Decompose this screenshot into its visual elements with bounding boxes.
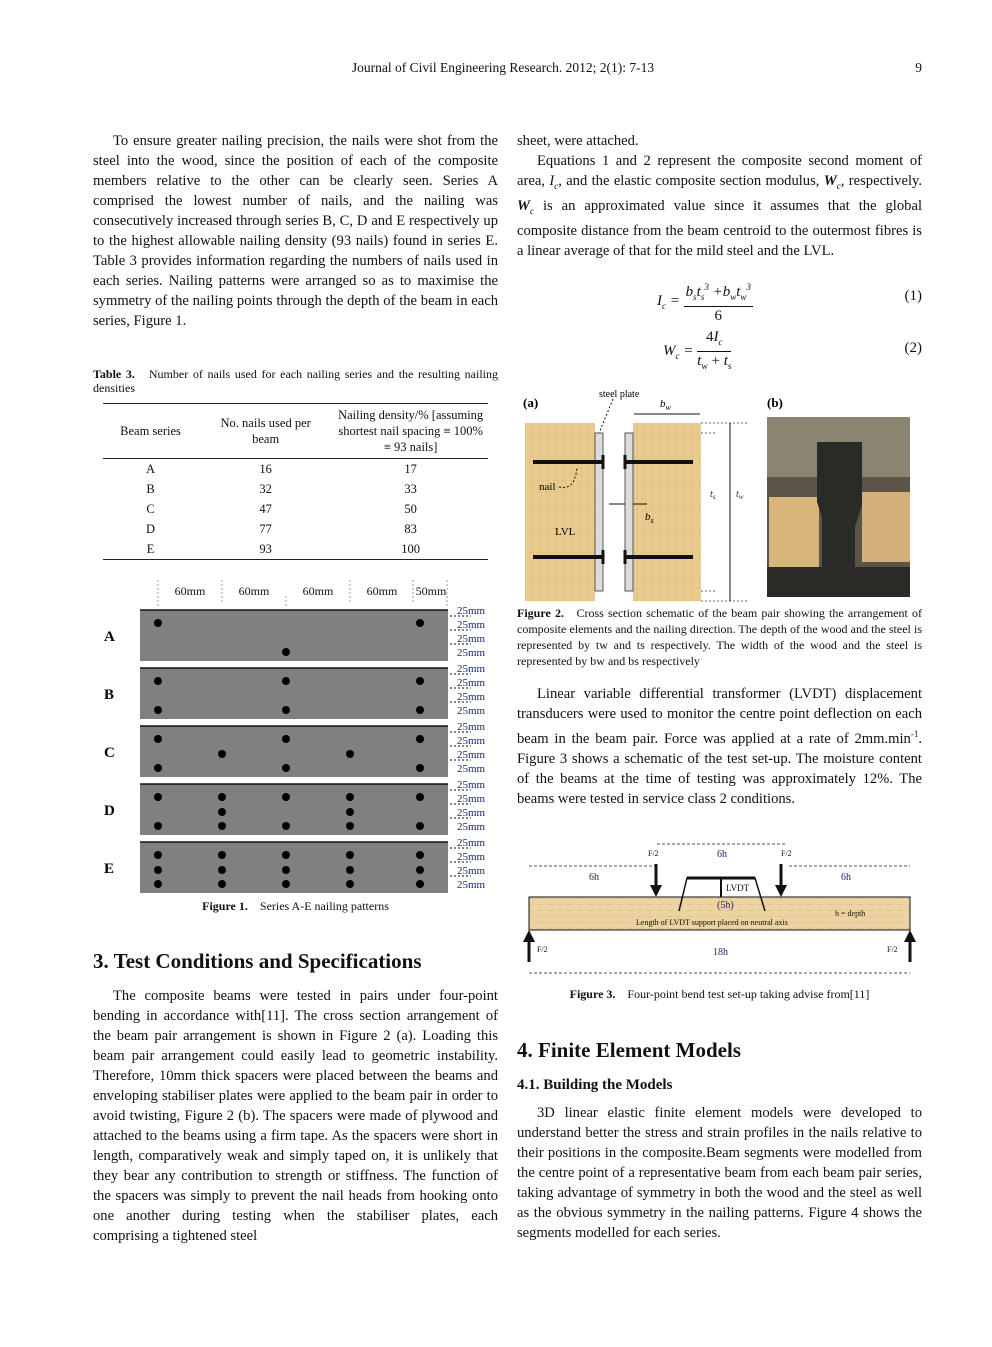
lvl-label: LVL (555, 526, 576, 538)
four-point-bend-diagram (517, 842, 922, 982)
beam-series-e (104, 837, 486, 893)
figure2-caption-text: Cross section schematic of the beam pair showing the arrangement of composite elements and the nailing direction. The depth of the wood and the steel is represented by tw and ts respectively. The width of the wood and the steel is represented by bw and bs respectively (517, 606, 923, 668)
col-header-nails: No. nails used per beam (220, 416, 311, 446)
depth-label: 25mm (457, 677, 486, 689)
table3-caption-label: Table 3. (93, 367, 135, 381)
nail-dot (346, 750, 354, 758)
nail-dot (282, 677, 290, 685)
section3-heading: 3. Test Conditions and Specifications (93, 949, 422, 973)
nail-dot (154, 880, 162, 888)
cell: D (146, 522, 156, 536)
lvdt-support-label: Length of LVDT support placed on neutral axis (636, 918, 788, 927)
nail-dot (154, 677, 162, 685)
nail-dot (416, 793, 424, 801)
panel-a-label: (a) (523, 395, 539, 410)
series-label: E (104, 861, 115, 877)
symbol: I (549, 173, 555, 189)
nail-dot (282, 866, 290, 874)
cell: C (146, 502, 155, 516)
right-span-label: 6h (841, 872, 851, 883)
series-label: C (104, 745, 115, 761)
nail-dot (154, 735, 162, 743)
nail-dot (218, 866, 226, 874)
beam-series-b (104, 663, 486, 719)
total-span-label: 18h (713, 947, 728, 958)
cell: 47 (259, 502, 272, 516)
table-row (103, 459, 488, 480)
nail-dot (416, 735, 424, 743)
depth-label: 25mm (457, 749, 486, 761)
left-column (93, 131, 498, 331)
nail-dot (218, 808, 226, 816)
cell: 77 (259, 522, 272, 536)
text: . Figure 3 shows a schematic of the test set-up. The moisture content of the beams at the time of testing was approximately 12%. The beams were tested in service class 2 conditions. (517, 730, 922, 807)
text: , respectively. (840, 173, 922, 189)
nail-dot (218, 822, 226, 830)
ts-label: $t_s$ (710, 489, 716, 501)
continuation-text: sheet, were attached. (517, 133, 639, 149)
table3-block (93, 367, 498, 560)
nail-dot (416, 880, 424, 888)
figure1-caption-label: Figure 1. (202, 899, 248, 913)
section4-heading: 4. Finite Element Models (517, 1038, 741, 1062)
nail-dot (282, 735, 290, 743)
depth-label: 25mm (457, 879, 486, 891)
nail-dot (154, 822, 162, 830)
nail-dot (218, 750, 226, 758)
nail-dot (282, 793, 290, 801)
reaction-left-label: F/2 (537, 945, 548, 954)
subscript: c (529, 205, 534, 216)
spacing-label: 60mm (366, 584, 398, 598)
nail-dot (282, 880, 290, 888)
lvl-block-right (633, 423, 701, 601)
cell: 100 (401, 542, 420, 556)
bs-label: $b_s$ (645, 511, 654, 525)
nail-dot (154, 793, 162, 801)
depth-label: 25mm (457, 821, 486, 833)
figure3-caption (517, 986, 922, 1002)
panel-b-label: (b) (767, 395, 783, 410)
depth-label: 25mm (457, 851, 486, 863)
table-header-row (103, 404, 488, 459)
nail-dot (346, 866, 354, 874)
series-label: A (104, 629, 115, 645)
nail-dot (416, 764, 424, 772)
cell: A (146, 462, 156, 476)
superscript: -1 (910, 729, 919, 739)
text: , and the elastic composite section modulus, (558, 173, 824, 189)
table3-caption (93, 367, 498, 395)
figure2-caption (517, 605, 922, 669)
col-header-density: Nailing density/% [assuming shortest nail spacing ≡ 100% ≡ 93 nails] (338, 408, 484, 454)
equation-2: $W_c$ = $\frac{4I_c}{t_w + t_s}$ (2) (517, 328, 922, 368)
figure2-caption-label: Figure 2. (517, 606, 564, 620)
table3 (103, 403, 488, 560)
cell: 16 (259, 462, 272, 476)
eq1-lhs: I (657, 292, 662, 309)
nail-dot (154, 619, 162, 627)
section3-paragraph: The composite beams were tested in pairs under four-point bending in accordance with[11]. The cross section arrangement of the beam pair arrangement is shown in Figure 2 (a). Loading this beam pair arrangement could easily lead to geometric instability. Therefore, 10mm thick spacers were placed between the beams and enveloping stabiliser plates were applied to the beam pair in order to avoid twisting, Figure 2 (b). The spacers were made of plywood and attached to the beams using a firm tape. As the spacers were short in length, comparatively weak and simply taped on, it is unlikely that they bear any contribution to strength or stiffness. The function of the spacers was simply to prevent the nail heads from hooking onto one another during testing when the stabiliser plates, each comprising a tightened steel (93, 988, 498, 1244)
text: Equations 1 and 2 represent the composite second moment of area, (517, 153, 922, 189)
figure1-caption (93, 898, 498, 914)
nail-dot (346, 880, 354, 888)
nail-dot (416, 706, 424, 714)
nail-dot (218, 880, 226, 888)
tw-label: $t_w$ (736, 489, 744, 501)
cell: B (146, 482, 155, 496)
cell: 83 (404, 522, 417, 536)
right-column-top (517, 131, 922, 261)
spacing-label: 60mm (238, 584, 270, 598)
nail-dot (346, 851, 354, 859)
nail-dot (346, 822, 354, 830)
eq1-denominator: 6 (714, 308, 723, 324)
page-number: 9 (915, 60, 922, 75)
nailing-patterns-diagram (93, 578, 498, 898)
beam-series-c (104, 721, 486, 777)
depth-label: 25mm (457, 605, 486, 617)
subscript: c (554, 180, 559, 191)
nail-label: nail (539, 481, 556, 493)
depth-label: 25mm (457, 647, 486, 659)
text: Linear variable differential transformer (LVDT) displacement transducers were used to monitor the centre point deflection on each beam in the beam pair. Force was applied at a rate of 2mm.min (517, 686, 922, 747)
nail-dot (282, 822, 290, 830)
section4-1-heading: 4.1. Building the Models (517, 1077, 673, 1093)
depth-label: 25mm (457, 779, 486, 791)
depth-label: 25mm (457, 619, 486, 631)
depth-note-label: h = depth (835, 909, 866, 918)
beam-series-a (104, 605, 486, 661)
top-span-label: 6h (717, 849, 727, 860)
equation-1: $I_c$ = $\frac{b_st_s^3 +b_wt_w^3}{6}$ (1) (517, 276, 922, 316)
lvl-block-left (525, 423, 595, 601)
left-span-label: 6h (589, 872, 599, 883)
cell: 17 (404, 462, 417, 476)
text: is an approximated value since it assumes that the global composite distance from the beam centroid to the outermost fibres is a linear average of that for the mild steel and the LVL. (517, 197, 922, 259)
nail-dot (282, 764, 290, 772)
reaction-right-label: F/2 (887, 945, 898, 954)
cell: E (146, 542, 155, 556)
eq2-lhs-sub: c (675, 350, 680, 361)
col-header-series: Beam series (120, 424, 181, 438)
nail-dot (218, 793, 226, 801)
table-row (103, 539, 488, 560)
symbol: W (517, 197, 530, 214)
figure2 (517, 387, 922, 677)
nail-dot (154, 764, 162, 772)
figure1-caption-text: Series A-E nailing patterns (259, 899, 389, 913)
series-label: D (104, 803, 115, 819)
section4 (517, 1037, 922, 1243)
depth-label: 25mm (457, 793, 486, 805)
nail-dot (282, 851, 290, 859)
eq2-fraction: $\frac{4I_c}{t_w + t_s}$ (697, 329, 732, 371)
equations-paragraph (517, 151, 922, 261)
figure1 (93, 578, 498, 923)
depth-label: 25mm (457, 691, 486, 703)
nail-dot (154, 866, 162, 874)
eq2-number: (2) (904, 340, 922, 356)
depth-label: 25mm (457, 865, 486, 877)
nail-dot (154, 851, 162, 859)
lvdt-span-label: (5h) (717, 900, 734, 911)
nail-dot (282, 706, 290, 714)
cell: 33 (404, 482, 417, 496)
table-row (103, 519, 488, 539)
depth-label: 25mm (457, 721, 486, 733)
stabiliser-photo (767, 417, 910, 597)
cross-section-schematic (517, 387, 922, 602)
nail-dot (282, 648, 290, 656)
depth-label: 25mm (457, 705, 486, 717)
depth-label: 25mm (457, 735, 486, 747)
series-label: B (104, 687, 115, 703)
nail-dot (154, 706, 162, 714)
cell: 50 (404, 502, 417, 516)
nail-dot (416, 619, 424, 627)
figure3-caption-label: Figure 3. (569, 987, 616, 1001)
depth-label: 25mm (457, 807, 486, 819)
lvdt-label: LVDT (726, 883, 750, 893)
subscript: c (836, 180, 841, 191)
lvdt-section (517, 684, 922, 809)
journal-title: Journal of Civil Engineering Research. 2012; 2(1): 7-13 (351, 60, 655, 75)
depth-label: 25mm (457, 837, 486, 849)
cell: 32 (259, 482, 272, 496)
nail-dot (416, 851, 424, 859)
steel-plate-label: steel plate (599, 389, 640, 400)
bw-label: $b_w$ (660, 398, 671, 412)
eq2-lhs: W (663, 342, 676, 359)
depth-label: 25mm (457, 663, 486, 675)
depth-label: 25mm (457, 763, 486, 775)
cell: 93 (259, 542, 272, 556)
intro-paragraph: To ensure greater nailing precision, the nails were shot from the steel into the wood, since the position of each of the composite members relative to the other can be clearly seen. Series A comprised the lowest number of nails, and the nailing was consecutively increased through series B, C, D and E respectively up to the highest allowable nailing density (93 nails) found in series E. Table 3 provides information regarding the numbers of nails used in each series. Nailing patterns were arranged so as to maximise the symmetry of the nailing points through the depth of the beam in each series, Figure 1. (93, 133, 498, 329)
depth-label: 25mm (457, 633, 486, 645)
table3-caption-text: Number of nails used for each nailing series and the resulting nailing densities (93, 367, 498, 395)
nail-dot (416, 677, 424, 685)
spacing-label: 60mm (302, 584, 334, 598)
nail-dot (346, 793, 354, 801)
nail-dot (346, 808, 354, 816)
figure3 (517, 842, 922, 1007)
table-row (103, 499, 488, 519)
load-right-label: F/2 (781, 849, 792, 858)
eq1-lhs-sub: c (662, 300, 666, 311)
symbol: W (823, 173, 837, 189)
lvdt-paragraph (517, 684, 922, 809)
eq1-fraction: $\frac{b_st_s^3 +b_wt_w^3}{6}$ (684, 278, 753, 325)
table-row (103, 479, 488, 499)
nail-dot (416, 822, 424, 830)
eq1-number: (1) (904, 288, 922, 304)
section3 (93, 948, 498, 1246)
spacing-label: 60mm (174, 584, 206, 598)
running-header (0, 60, 992, 80)
nail-dot (218, 851, 226, 859)
load-left-label: F/2 (648, 849, 659, 858)
beam-series-d (104, 779, 486, 835)
equations (517, 276, 922, 371)
figure3-caption-text: Four-point bend test set-up taking advise from[11] (627, 987, 870, 1001)
spacing-label: 50mm (415, 584, 447, 598)
section4-paragraph: 3D linear elastic finite element models were developed to understand better the stress and strain profiles in the nails relative to their positions in the composite.Beam segments were modelled from the centre point of a representative beam from each beam pair series, taking advantage of symmetry in both the wood and the steel as well as the obvious symmetry in the nailing patterns. Figure 4 shows the segments modelled for each series. (517, 1105, 922, 1241)
nail-dot (416, 866, 424, 874)
